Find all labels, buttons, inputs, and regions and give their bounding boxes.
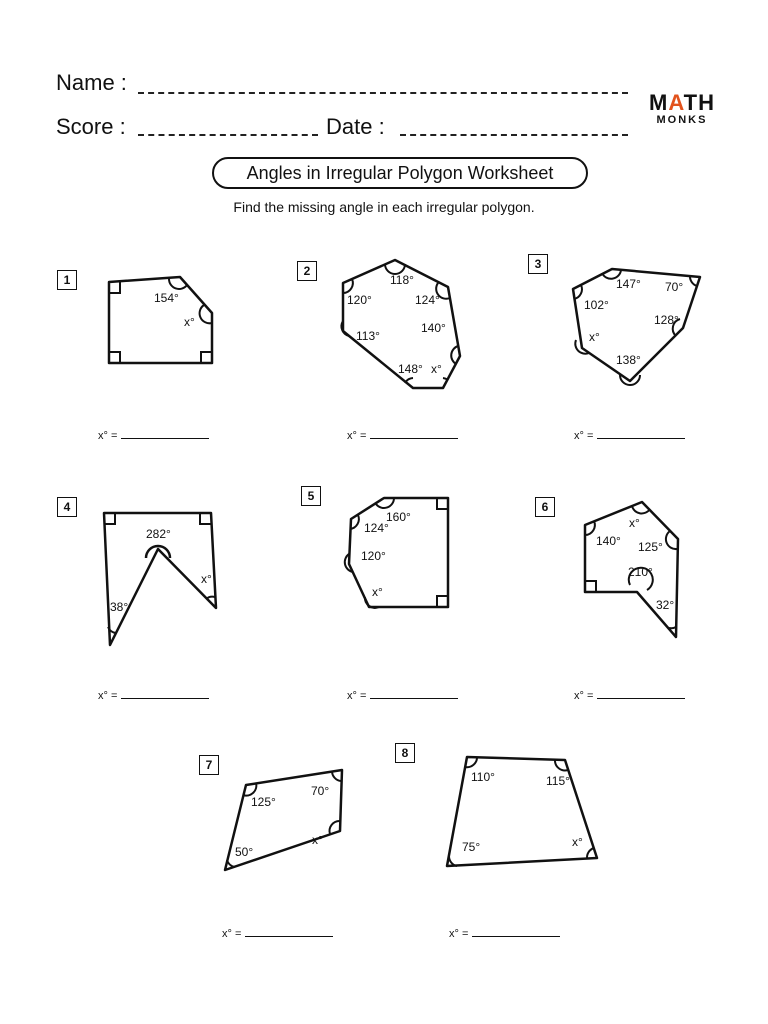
answer-field[interactable] <box>574 428 685 442</box>
angle-label: 115° <box>546 774 570 788</box>
problem-number: 8 <box>395 743 415 763</box>
answer-line[interactable] <box>121 688 209 699</box>
answer-label: x° = <box>222 928 242 940</box>
angle-label: 154° <box>154 291 179 305</box>
problem-number: 7 <box>199 755 219 775</box>
answer-label: x° = <box>98 690 118 702</box>
problem-number: 1 <box>57 270 77 290</box>
answer-label: x° = <box>347 430 367 442</box>
angle-label: 113° <box>356 329 380 343</box>
answer-line[interactable] <box>472 926 560 937</box>
logo-th: TH <box>683 90 715 115</box>
angle-label: 160° <box>386 510 411 524</box>
angle-label: 210° <box>628 565 653 579</box>
angle-label: 70° <box>665 280 684 294</box>
angle-label: x° <box>572 835 583 849</box>
angle-label: x° <box>431 362 442 376</box>
logo-sub: MONKS <box>656 114 708 126</box>
answer-label: x° = <box>574 690 594 702</box>
answer-label: x° = <box>574 430 594 442</box>
angle-label: 32° <box>656 598 675 612</box>
problem-number: 5 <box>301 486 321 506</box>
answer-line[interactable] <box>370 428 458 439</box>
angle-label: 124° <box>364 521 389 535</box>
date-label: Date : <box>326 114 385 139</box>
angle-label: 38° <box>110 600 129 614</box>
angle-label: 120° <box>347 293 372 307</box>
answer-line[interactable] <box>597 428 685 439</box>
angle-label: 147° <box>616 277 641 291</box>
problem-number: 6 <box>535 497 555 517</box>
answer-line[interactable] <box>121 428 209 439</box>
answer-label: x° = <box>449 928 469 940</box>
answer-field[interactable] <box>98 428 209 442</box>
angle-label: x° <box>589 330 600 344</box>
angle-label: 118° <box>390 273 414 287</box>
logo-a: A <box>668 90 684 115</box>
worksheet-title: Angles in Irregular Polygon Worksheet <box>212 157 588 189</box>
angle-label: 50° <box>235 845 254 859</box>
angle-label: 125° <box>251 795 276 809</box>
answer-label: x° = <box>347 690 367 702</box>
problem-number: 4 <box>57 497 77 517</box>
angle-label: 128° <box>654 313 679 327</box>
angle-label: 124° <box>415 293 440 307</box>
angle-label: 140° <box>596 534 621 548</box>
instruction-text: Find the missing angle in each irregular polygon. <box>233 199 535 215</box>
angle-label: 125° <box>638 540 663 554</box>
answer-field[interactable] <box>449 926 560 940</box>
answer-field[interactable] <box>98 688 209 702</box>
angle-label: 70° <box>311 784 330 798</box>
answer-field[interactable] <box>574 688 685 702</box>
angle-label: 110° <box>471 770 495 784</box>
polygon-1 <box>109 277 212 363</box>
angle-label: x° <box>201 572 212 586</box>
answer-label: x° = <box>98 430 118 442</box>
angle-label: x° <box>629 516 640 530</box>
answer-line[interactable] <box>370 688 458 699</box>
angle-label: x° <box>184 315 195 329</box>
answer-field[interactable] <box>222 926 333 940</box>
answer-line[interactable] <box>245 926 333 937</box>
angle-label: 75° <box>462 840 481 854</box>
angle-label: 148° <box>398 362 423 376</box>
angle-label: 120° <box>361 549 386 563</box>
problem-number: 2 <box>297 261 317 281</box>
logo-m: M <box>649 90 669 115</box>
angle-label: x° <box>372 585 383 599</box>
name-label: Name : <box>56 70 127 95</box>
score-label: Score : <box>56 114 126 139</box>
angle-label: 102° <box>584 298 609 312</box>
problem-number: 3 <box>528 254 548 274</box>
answer-field[interactable] <box>347 688 458 702</box>
angle-label: x° <box>312 833 323 847</box>
answer-line[interactable] <box>597 688 685 699</box>
answer-field[interactable] <box>347 428 458 442</box>
angle-label: 282° <box>146 527 171 541</box>
angle-label: 138° <box>616 353 641 367</box>
angle-label: 140° <box>421 321 446 335</box>
